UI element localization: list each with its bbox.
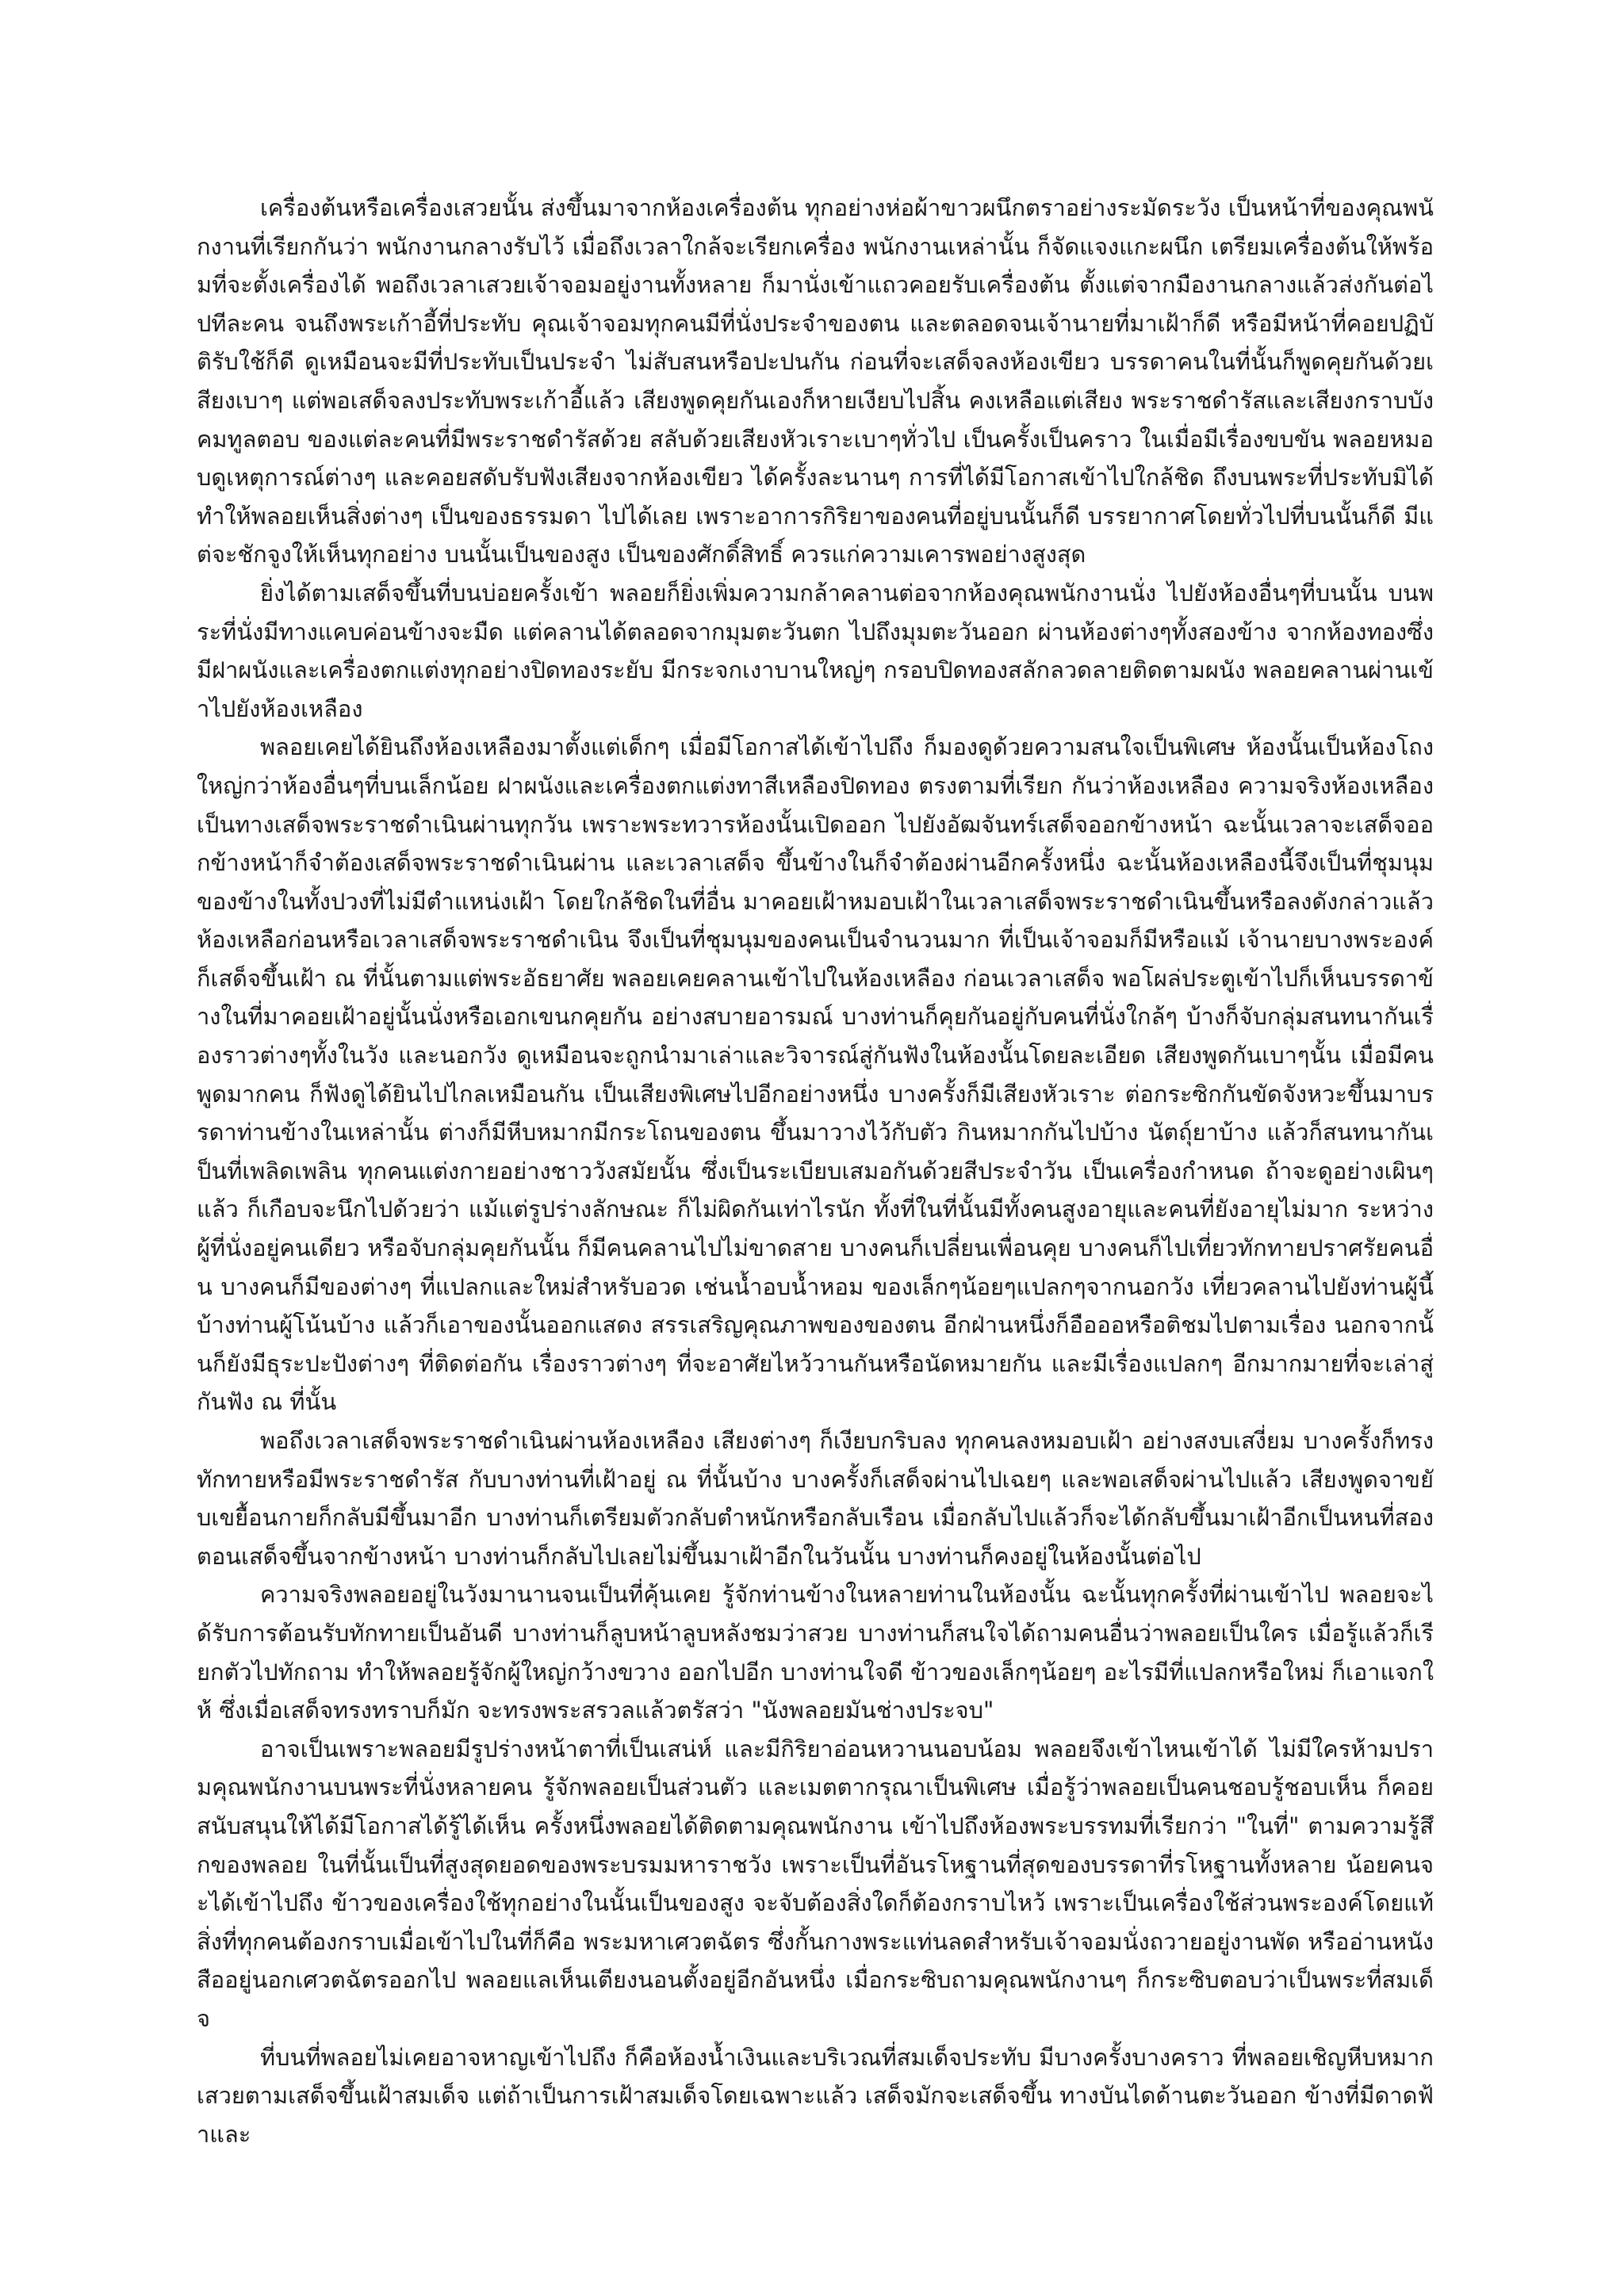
paragraph-6: อาจเป็นเพราะพลอยมีรูปร่างหน้าตาที่เป็นเสน่ห์ และมีกิริยาอ่อนหวานนอบน้อม พลอยจึงเข้าไหนเข้าได้ ไม่มีใครห้ามปรามคุณพนักงานบนพระที่นั่งหลายคน รู้จักพลอยเป็นส่วนตัว และเมตตากรุณาเป็นพิเศษ เมื่อรู้ว่าพลอยเป็นคนชอบรู้ชอบเห็น ก็คอยสนับสนุนให้ได้มีโอกาสได้รู้ได้เห็น ครั้งหนึ่งพลอยได้ติดตามคุณพนักงาน เข้าไปถึงห้องพระบรรทมที่เรียกว่า "ในที่" ตามความรู้สึกของพลอย ในที่นั้นเป็นที่สูงสุดยอดของพระบรมมหาราชวัง เพราะเป็นที่อันรโหฐานที่สุดของบรรดาที่รโหฐานทั้งหลาย น้อยคนจะได้เข้าไปถึง ข้าวของเครื่องใช้ทุกอย่างในนั้นเป็นของสูง จะจับต้องสิ่งใดก็ต้องกราบไหว้ เพราะเป็นเครื่องใช้ส่วนพระองค์โดยแท้ สิ่งที่ทุกคนต้องกราบเมื่อเข้าไปในที่ก็คือ พระมหาเศวตฉัตร ซึ่งกั้นกางพระแท่นลดสำหรับเจ้าจอมนั่งถวายอยู่งานพัด หรืออ่านหนังสืออยู่นอกเศวตฉัตรออกไป พลอยแลเห็นเตียงนอนตั้งอยู่อีกอันหนึ่ง เมื่อกระซิบถามคุณพนักงานๆ ก็กระซิบตอบว่าเป็นพระที่สมเด็จ (197, 1735, 1434, 2032)
paragraph-7: ที่บนที่พลอยไม่เคยอาจหาญเข้าไปถึง ก็คือห้องน้ำเงินและบริเวณที่สมเด็จประทับ มีบางครั้งบางคราว ที่พลอยเชิญหีบหมากเสวยตามเสด็จขึ้นเฝ้าสมเด็จ แต่ถ้าเป็นการเฝ้าสมเด็จโดยเฉพาะแล้ว เสด็จมักจะเสด็จขึ้น ทางบันไดด้านตะวันออก ข้างที่มีดาดฟ้าและ (197, 2043, 1434, 2148)
document-body (197, 189, 1434, 2153)
paragraph-1: เครื่องต้นหรือเครื่องเสวยนั้น ส่งขึ้นมาจากห้องเครื่องต้น ทุกอย่างห่อผ้าขาวผนึกตราอย่างระมัดระวัง เป็นหน้าที่ของคุณพนักงานที่เรียกกันว่า พนักงานกลางรับไว้ เมื่อถึงเวลาใกล้จะเรียกเครื่อง พนักงานเหล่านั้น ก็จัดแจงแกะผนึก เตรียมเครื่องต้นให้พร้อมที่จะตั้งเครื่องได้ พอถึงเวลาเสวยเจ้าจอมอยู่งานทั้งหลาย ก็มานั่งเข้าแถวคอยรับเครื่องต้น ตั้งแต่จากมืองานกลางแล้วส่งกันต่อไปทีละคน จนถึงพระเก้าอี้ที่ประทับ คุณเจ้าจอมทุกคนมีที่นั่งประจำของตน และตลอดจนเจ้านายที่มาเฝ้าก็ดี หรือมีหน้าที่คอยปฏิบัติรับใช้ก็ดี ดูเหมือนจะมีที่ประทับเป็นประจำ ไม่สับสนหรือปะปนกัน ก่อนที่จะเสด็จลงห้องเขียว บรรดาคนในที่นั้นก็พูดคุยกันด้วยเสียงเบาๆ แต่พอเสด็จลงประทับพระเก้าอี้แล้ว เสียงพูดคุยกันเองก็หายเงียบไปสิ้น คงเหลือแต่เสียง พระราชดำรัสและเสียงกราบบังคมทูลตอบ ของแต่ละคนที่มีพระราชดำรัสด้วย สลับด้วยเสียงหัวเราะเบาๆทั่วไป เป็นครั้งเป็นคราว ในเมื่อมีเรื่องขบขัน พลอยหมอบดูเหตุการณ์ต่างๆ และคอยสดับรับฟังเสียงจากห้องเขียว ได้ครั้งละนานๆ การที่ได้มีโอกาสเข้าไปใกล้ชิด ถึงบนพระที่ประทับมิได้ทำให้พลอยเห็นสิ่งต่างๆ เป็นของธรรมดา ไปได้เลย เพราะอาการกิริยาของคนที่อยู่บนนั้นก็ดี บรรยากาศโดยทั่วไปที่บนนั้นก็ดี มีแต่จะชักจูงให้เห็นทุกอย่าง บนนั้นเป็นของสูง เป็นของศักดิ์สิทธิ์ ควรแก่ความเคารพอย่างสูงสุด (197, 194, 1434, 568)
paragraph-4: พอถึงเวลาเสด็จพระราชดำเนินผ่านห้องเหลือง เสียงต่างๆ ก็เงียบกริบลง ทุกคนลงหมอบเฝ้า อย่างสงบเสงี่ยม บางครั้งก็ทรงทักทายหรือมีพระราชดำรัส กับบางท่านที่เฝ้าอยู่ ณ ที่นั้นบ้าง บางครั้งก็เสด็จผ่านไปเฉยๆ และพอเสด็จผ่านไปแล้ว เสียงพูดจาขยับเขยื้อนกายก็กลับมีขึ้นมาอีก บางท่านก็เตรียมตัวกลับตำหนักหรือกลับเรือน เมื่อกลับไปแล้วก็จะได้กลับขึ้นมาเฝ้าอีกเป็นหนที่สองตอนเสด็จขึ้นจากข้างหน้า บางท่านก็กลับไปเลยไม่ขึ้นมาเฝ้าอีกในวันนั้น บางท่านก็คงอยู่ในห้องนั้นต่อไป (197, 1427, 1434, 1570)
paragraph-3: พลอยเคยได้ยินถึงห้องเหลืองมาตั้งแต่เด็กๆ เมื่อมีโอกาสได้เข้าไปถึง ก็มองดูด้วยความสนใจเป็นพิเศษ ห้องนั้นเป็นห้องโถงใหญ่กว่าห้องอื่นๆที่บนเล็กน้อย ฝาผนังและเครื่องตกแต่งทาสีเหลืองปิดทอง ตรงตามที่เรียก กันว่าห้องเหลือง ความจริงห้องเหลืองเป็นทางเสด็จพระราชดำเนินผ่านทุกวัน เพราะพระทวารห้องนั้นเปิดออก ไปยังอัฒจันทร์เสด็จออกข้างหน้า ฉะนั้นเวลาจะเสด็จออกข้างหน้าก็จำต้องเสด็จพระราชดำเนินผ่าน และเวลาเสด็จ ขึ้นข้างในก็จำต้องผ่านอีกครั้งหนึ่ง ฉะนั้นห้องเหลืองนี้จึงเป็นที่ชุมนุม ของข้างในทั้งปวงที่ไม่มีตำแหน่งเฝ้า โดยใกล้ชิดในที่อื่น มาคอยเฝ้าหมอบเฝ้าในเวลาเสด็จพระราชดำเนินขึ้นหรือลงดังกล่าวแล้ว ห้องเหลือก่อนหรือเวลาเสด็จพระราชดำเนิน จึงเป็นที่ชุมนุมของคนเป็นจำนวนมาก ที่เป็นเจ้าจอมก็มีหรือแม้ เจ้านายบางพระองค์ ก็เสด็จขึ้นเฝ้า ณ ที่นั้นตามแต่พระอัธยาศัย พลอยเคยคลานเข้าไปในห้องเหลือง ก่อนเวลาเสด็จ พอโผล่ประตูเข้าไปก็เห็นบรรดาข้างในที่มาคอยเฝ้าอยู่นั้นนั่งหรือเอกเขนกคุยกัน อย่างสบายอารมณ์ บางท่านก็คุยกันอยู่กับคนที่นั่งใกล้ๆ บ้างก็จับกลุ่มสนทนากันเรื่องราวต่างๆทั้งในวัง และนอกวัง ดูเหมือนจะถูกนำมาเล่าและวิจารณ์สู่กันฟังในห้องนั้นโดยละเอียด เสียงพูดกันเบาๆนั้น เมื่อมีคนพูดมากคน ก็ฟังดูได้ยินไปไกลเหมือนกัน เป็นเสียงพิเศษไปอีกอย่างหนึ่ง บางครั้งก็มีเสียงหัวเราะ ต่อกระซิกกันขัดจังหวะขึ้นมาบรรดาท่านข้างในเหล่านั้น ต่างก็มีหีบหมากมีกระโถนของตน ขึ้นมาวางไว้กับตัว กินหมากกันไปบ้าง นัตถุ์ยาบ้าง แล้วก็สนทนากันเป็นที่เพลิดเพลิน ทุกคนแต่งกายอย่างชาววังสมัยนั้น ซึ่งเป็นระเบียบเสมอกันด้วยสีประจำวัน เป็นเครื่องกำหนด ถ้าจะดูอย่างเผินๆแล้ว ก็เกือบจะนึกไปด้วยว่า แม้แต่รูปร่างลักษณะ ก็ไม่ผิดกันเท่าไรนัก ทั้งที่ในที่นั้นมีทั้งคนสูงอายุและคนที่ยังอายุไม่มาก ระหว่างผู้ที่นั่งอยู่คนเดียว หรือจับกลุ่มคุยกันนั้น ก็มีคนคลานไปไม่ขาดสาย บางคนก็เปลี่ยนเพื่อนคุย บางคนก็ไปเที่ยวทักทายปราศรัยคนอื่น บางคนก็มีของต่างๆ ที่แปลกและใหม่สำหรับอวด เช่นน้ำอบน้ำหอม ของเล็กๆน้อยๆแปลกๆจากนอกวัง เที่ยวคลานไปยังท่านผู้นี้บ้างท่านผู้โน้นบ้าง แล้วก็เอาของนั้นออกแสดง สรรเสริญคุณภาพของของตน อีกฝ่านหนึ่งก็อือออหรือติชมไปตามเรื่อง นอกจากนั้นก็ยังมีธุระปะปังต่างๆ ที่ติดต่อกัน เรื่องราวต่างๆ ที่จะอาศัยไหว้วานกันหรือนัดหมายกัน และมีเรื่องแปลกๆ อีกมากมายที่จะเล่าสู่กันฟัง ณ ที่นั้น (197, 733, 1434, 1416)
paragraph-5: ความจริงพลอยอยู่ในวังมานานจนเป็นที่คุ้นเคย รู้จักท่านข้างในหลายท่านในห้องนั้น ฉะนั้นทุกครั้งที่ผ่านเข้าไป พลอยจะได้รับการต้อนรับทักทายเป็นอันดี บางท่านก็ลูบหน้าลูบหลังชมว่าสวย บางท่านก็สนใจได้ถามคนอื่นว่าพลอยเป็นใคร เมื่อรู้แล้วก็เรียกตัวไปทักถาม ทำให้พลอยรู้จักผู้ใหญ่กว้างขวาง ออกไปอีก บางท่านใจดี ข้าวของเล็กๆน้อยๆ อะไรมีที่แปลกหรือใหม่ ก็เอาแจกให้ ซึ่งเมื่อเสด็จทรงทราบก็มัก จะทรงพระสรวลแล้วตรัสว่า "นังพลอยมันช่างประจบ" (197, 1581, 1434, 1724)
paragraph-2: ยิ่งได้ตามเสด็จขึ้นที่บนบ่อยครั้งเข้า พลอยก็ยิ่งเพิ่มความกล้าคลานต่อจากห้องคุณพนักงานนั่ง ไปยังห้องอื่นๆที่บนนั้น บนพระที่นั่งมีทางแคบค่อนข้างจะมืด แต่คลานได้ตลอดจากมุมตะวันตก ไปถึงมุมตะวันออก ผ่านห้องต่างๆทั้งสองข้าง จากห้องทองซึ่งมีฝาผนังและเครื่องตกแต่งทุกอย่างปิดทองระยับ มีกระจกเงาบานใหญ่ๆ กรอบปิดทองสลักลวดลายติดตามผนัง พลอยคลานผ่านเข้าไปยังห้องเหลือง (197, 579, 1434, 722)
